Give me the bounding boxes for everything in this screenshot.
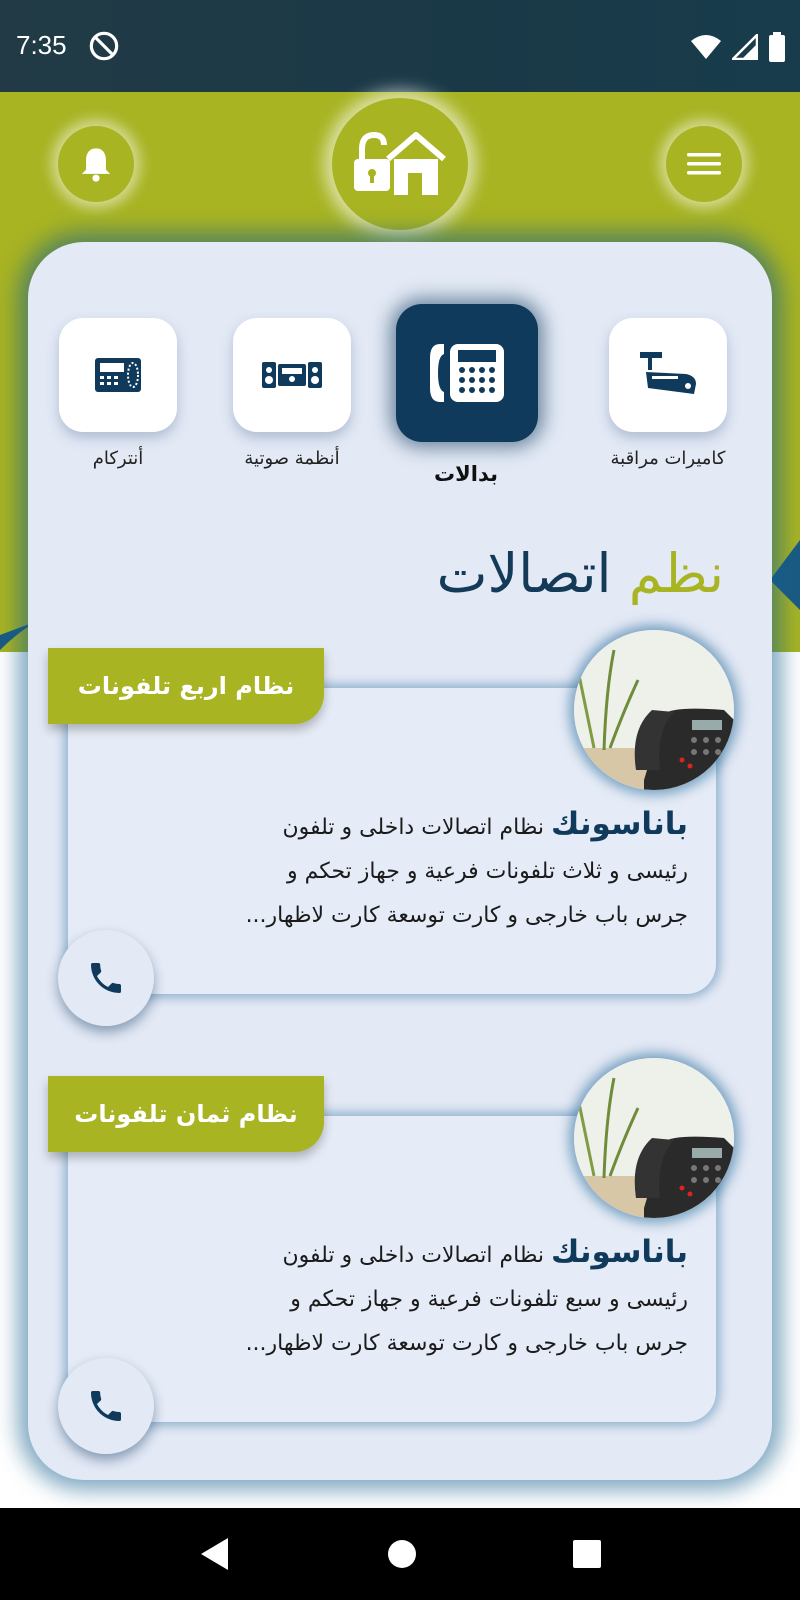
- product-card-1[interactable]: [48, 630, 748, 1030]
- product-line3: جرس باب خارجى و كارت توسعة كارت لاظهار...: [245, 903, 688, 928]
- back-icon[interactable]: [198, 1536, 232, 1572]
- category-intercom-box: [59, 318, 177, 432]
- product-tag: نظام ثمان تلفونات: [48, 1076, 324, 1152]
- category-label: كاميرات مراقبة: [610, 448, 726, 469]
- intercom-icon: [94, 357, 142, 393]
- product-line2: رئيسى و ثلاث تلفونات فرعية و جهاز تحكم و: [287, 859, 688, 884]
- section-title-part2: اتصالات: [436, 542, 612, 605]
- category-sound-box: [233, 318, 351, 432]
- product-line3: جرس باب خارجى و كارت توسعة كارت لاظهار...: [245, 1331, 688, 1356]
- category-label: أنظمة صوتية: [244, 448, 340, 469]
- at-sign-icon: [88, 30, 120, 62]
- product-tag: نظام اربع تلفونات: [48, 648, 324, 724]
- house-lock-icon: [350, 129, 450, 199]
- home-icon[interactable]: [387, 1539, 417, 1569]
- product-line1: نظام اتصالات داخلى و تلفون: [282, 815, 544, 840]
- category-label: أنتركام: [92, 448, 144, 469]
- wifi-icon: [690, 34, 722, 60]
- phone-icon: [86, 1386, 126, 1426]
- section-title-part1: نظم: [628, 542, 724, 605]
- menu-button[interactable]: [666, 126, 742, 202]
- logo-button[interactable]: [332, 98, 468, 230]
- category-sound-systems[interactable]: [222, 302, 362, 469]
- main-card: [28, 242, 772, 1480]
- desk-phone-icon: [426, 338, 508, 408]
- cctv-camera-icon: [638, 350, 698, 400]
- call-button[interactable]: [58, 1358, 154, 1454]
- category-cctv-cameras[interactable]: [598, 302, 738, 469]
- status-time: 7:35: [16, 30, 67, 60]
- section-title: [437, 542, 724, 605]
- category-list: [48, 302, 738, 502]
- sound-system-icon: [262, 360, 322, 390]
- product-description: [108, 1230, 688, 1366]
- bell-icon: [79, 145, 113, 183]
- product-description: [108, 802, 688, 938]
- notifications-button[interactable]: [58, 126, 134, 202]
- recents-icon[interactable]: [572, 1539, 602, 1569]
- navigation-bar: [0, 1508, 800, 1600]
- category-phone-box: [396, 304, 538, 442]
- category-intercom[interactable]: [48, 302, 188, 469]
- product-line2: رئيسى و سبع تلفونات فرعية و جهاز تحكم و: [290, 1287, 688, 1312]
- category-phone-exchanges[interactable]: [396, 302, 536, 486]
- status-bar: [0, 0, 800, 92]
- category-label: بدالات: [434, 462, 498, 486]
- hamburger-menu-icon: [687, 151, 721, 177]
- phone-icon: [86, 958, 126, 998]
- product-line1: نظام اتصالات داخلى و تلفون: [282, 1243, 544, 1268]
- product-image: [574, 630, 734, 790]
- desk-phone-photo: [574, 630, 734, 790]
- product-brand: باناسونك: [551, 806, 688, 842]
- product-image: [574, 1058, 734, 1218]
- battery-icon: [768, 32, 786, 62]
- product-card-2[interactable]: [48, 1058, 748, 1458]
- desk-phone-photo: [574, 1058, 734, 1218]
- product-brand: باناسونك: [551, 1234, 688, 1270]
- category-cctv-box: [609, 318, 727, 432]
- signal-icon: [732, 34, 758, 60]
- call-button[interactable]: [58, 930, 154, 1026]
